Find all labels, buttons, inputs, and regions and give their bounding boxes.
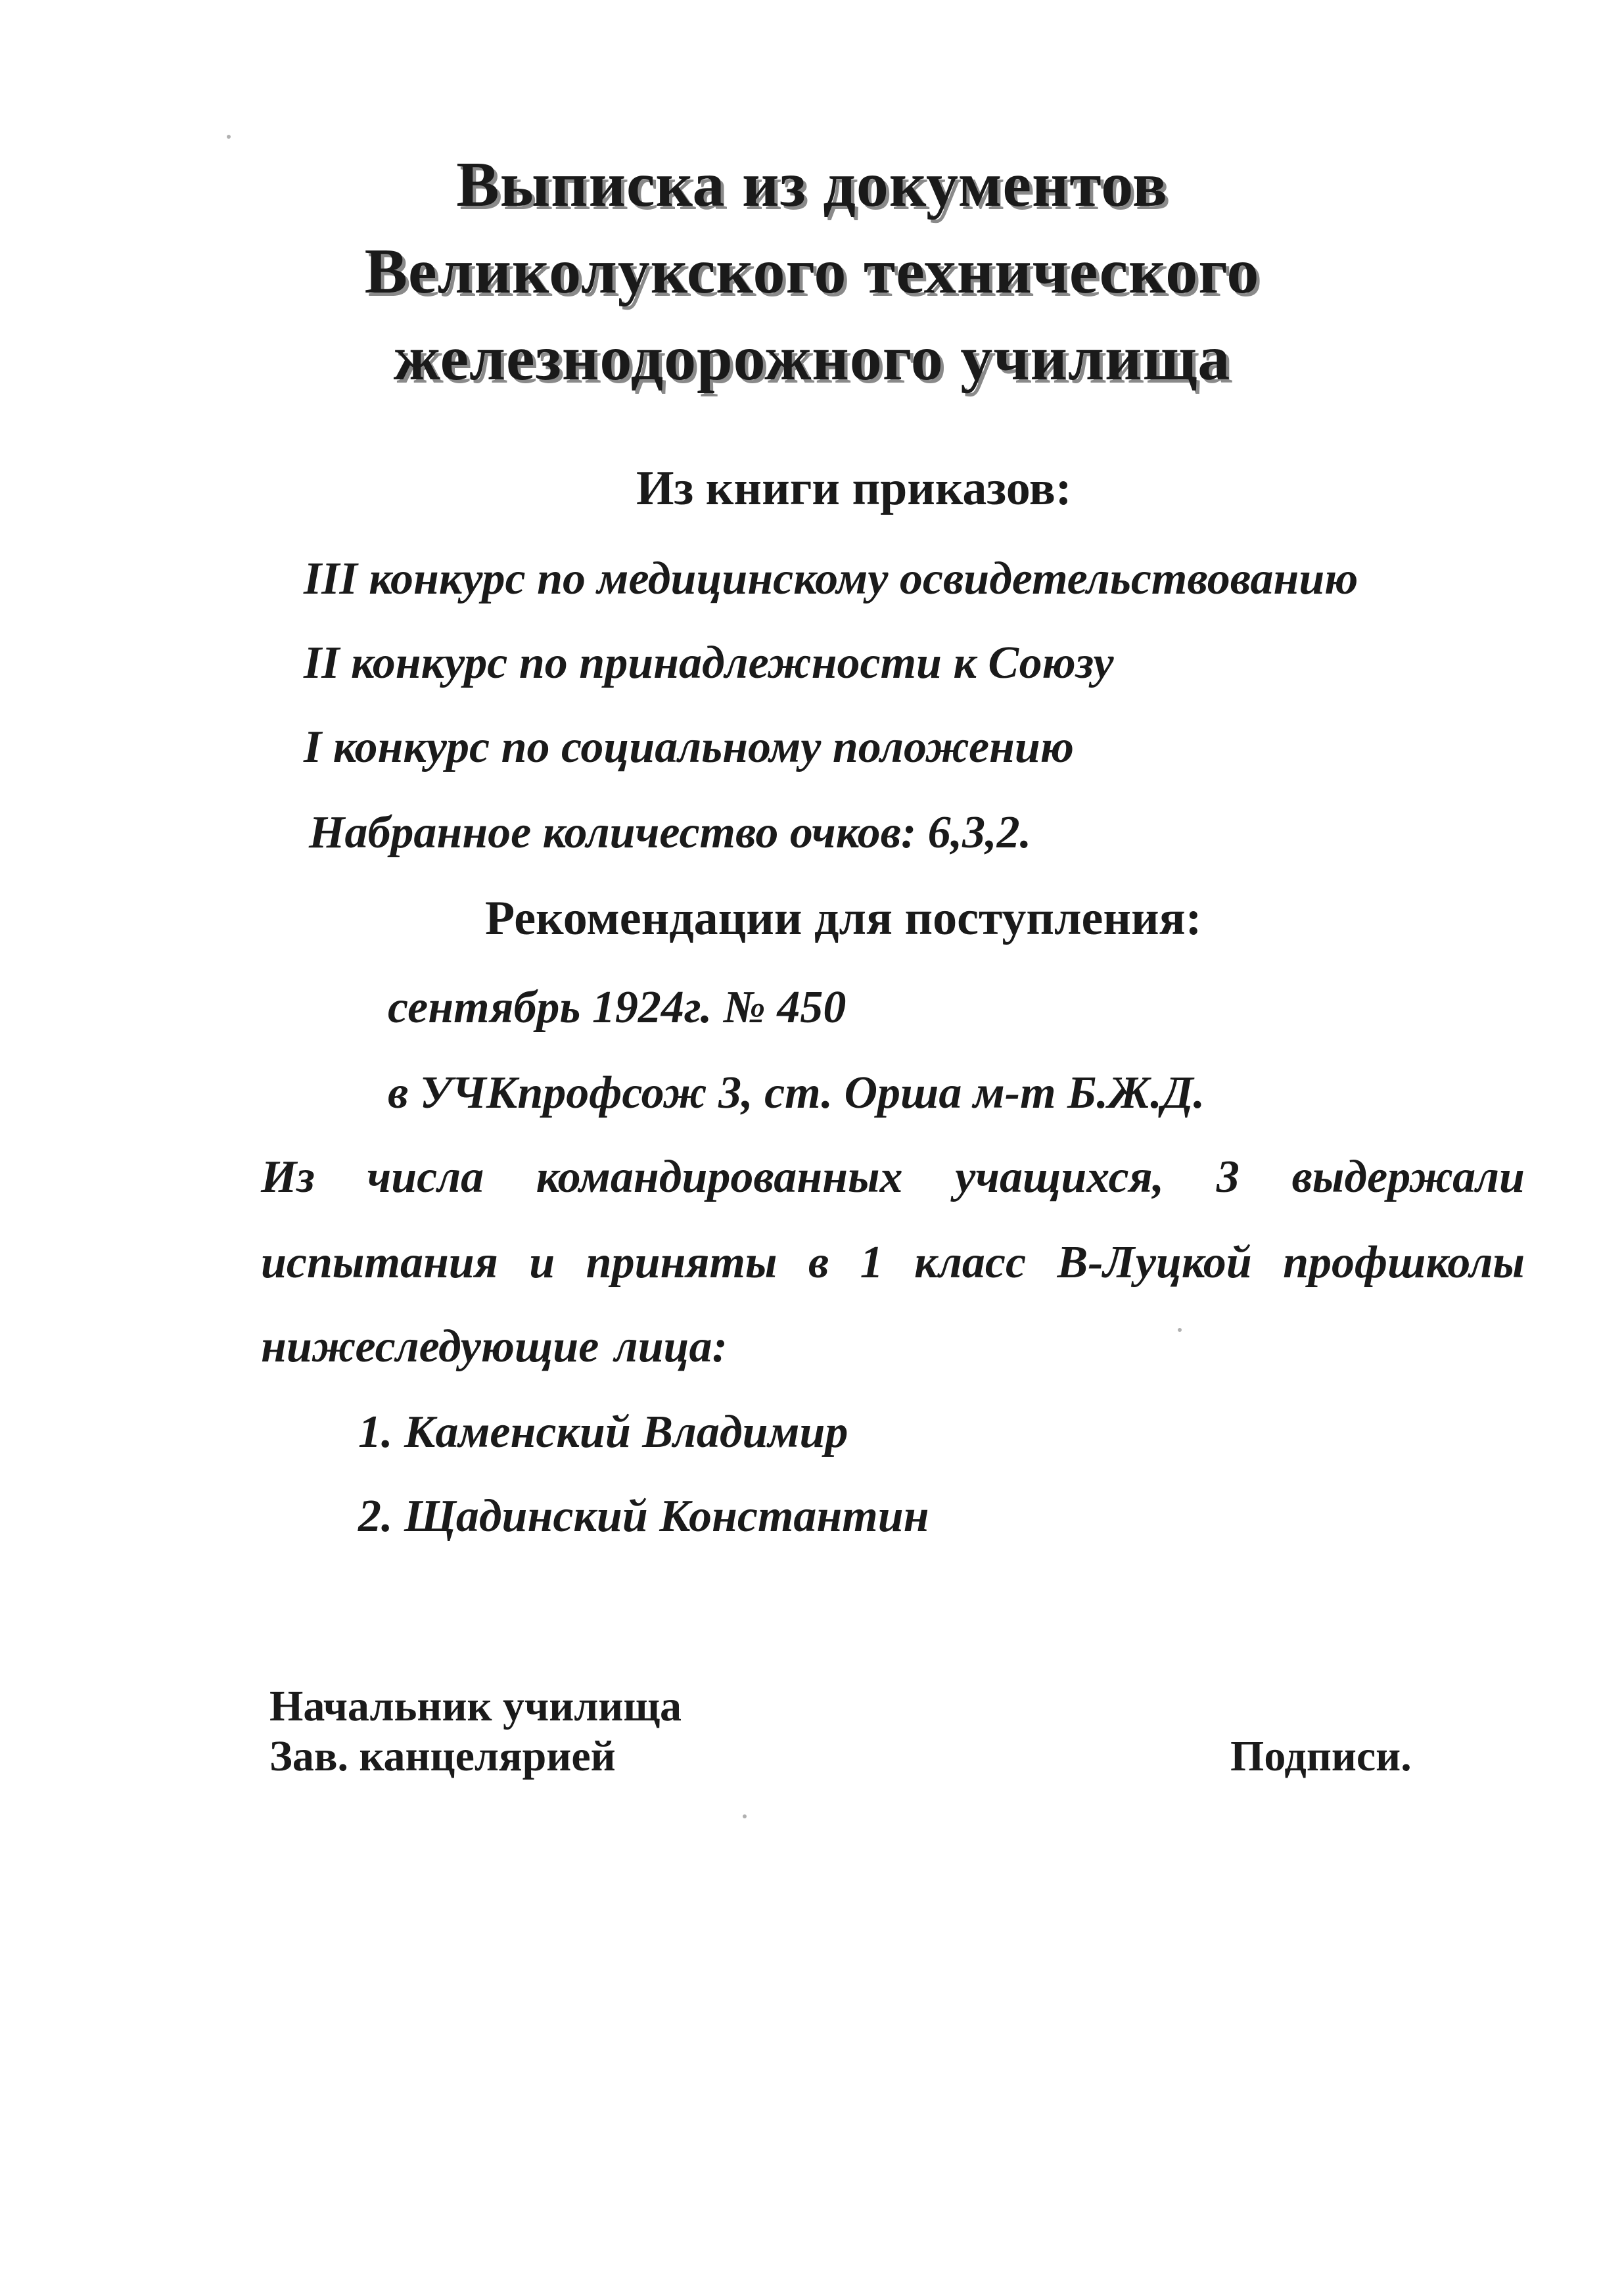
order-line-2: II конкурс по принадлежности к Союзу bbox=[304, 638, 1114, 688]
title-line-2: Великолукского технического bbox=[364, 236, 1260, 307]
paper-speck bbox=[743, 1814, 747, 1818]
paper-speck bbox=[227, 135, 231, 139]
recommend-line-2: в УЧКпрофсож 3, ст. Орша м-т Б.Ж.Д. bbox=[388, 1068, 1205, 1118]
title-line-3: железнодорожного училища bbox=[393, 323, 1231, 394]
name-item-2: 2. Щадинский Константин bbox=[358, 1491, 929, 1542]
signature-title-head: Начальник училища bbox=[269, 1682, 682, 1730]
name-item-1: 1. Каменский Владимир bbox=[358, 1407, 848, 1457]
order-line-3: I конкурс по социальному положению bbox=[304, 722, 1074, 772]
orders-heading: Из книги приказов: bbox=[636, 461, 1072, 515]
signature-title-office: Зав. канцелярией bbox=[269, 1732, 616, 1780]
order-line-1: III конкурс по медицинскому освидетельствованию bbox=[304, 554, 1358, 604]
signatures-note: Подписи. bbox=[1230, 1732, 1412, 1780]
paragraph-line-3: нижеследующие лица: bbox=[261, 1321, 728, 1372]
paragraph-line-2: испытания и приняты в 1 класс В-Луцкой профшколы bbox=[261, 1237, 1525, 1288]
recommend-line-1: сентябрь 1924г. № 450 bbox=[388, 982, 847, 1033]
document-title bbox=[0, 141, 1624, 402]
points-line: Набранное количество очков: 6,3,2. bbox=[309, 807, 1032, 858]
paragraph-line-1: Из числа командированных учащихся, 3 выдержали bbox=[261, 1152, 1525, 1202]
paper-speck bbox=[1178, 1328, 1182, 1332]
recommend-heading: Рекомендации для поступления: bbox=[485, 891, 1202, 945]
title-line-1: Выписка из документов bbox=[456, 149, 1168, 220]
